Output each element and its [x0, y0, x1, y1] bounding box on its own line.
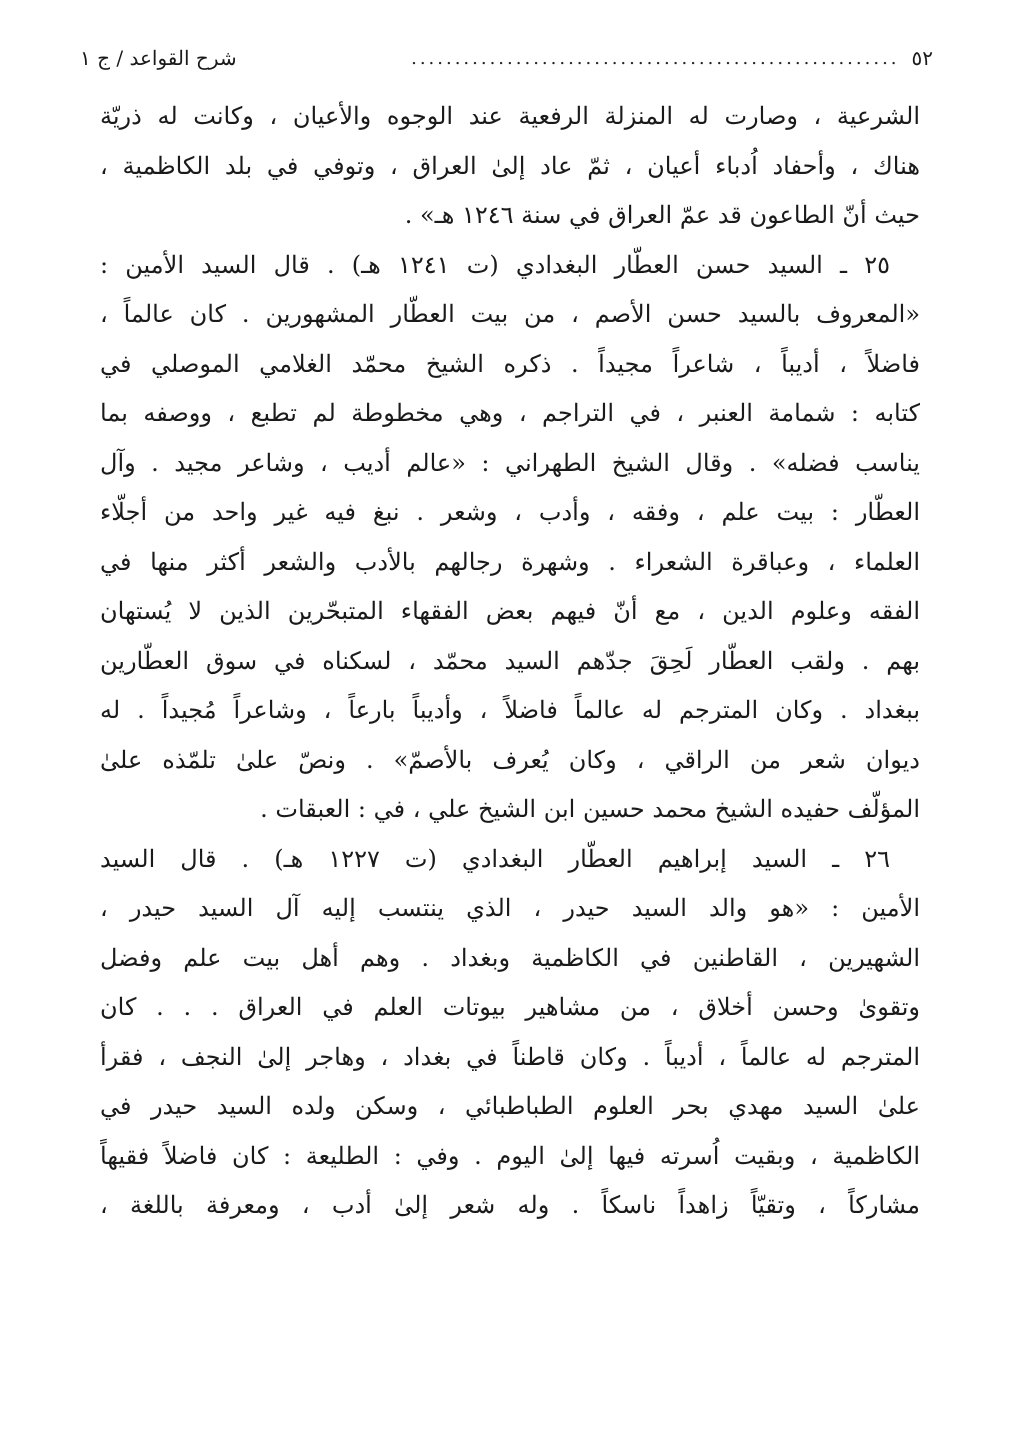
text-line: الشهيرين ، القاطنين في الكاظمية وبغداد . وهم أهل بيت علم وفضل [100, 943, 920, 972]
text-line: الأمين : «هو والد السيد حيدر ، الذي ينتسب إليه آل السيد حيدر ، [100, 894, 920, 922]
text-line: الكاظمية ، وبقيت اُسرته فيها إلىٰ اليوم . وفي : الطليعة : كان فاضلاً فقيهاً [100, 1141, 920, 1170]
running-title: شرح القواعد / ج ١ [80, 46, 237, 70]
text-line: مشاركاً ، وتقيّاً زاهداً ناسكاً . وله شعر إلىٰ أدب ، ومعرفة باللغة ، [100, 1191, 920, 1219]
text-line: يناسب فضله» . وقال الشيخ الطهراني : «عالم أديب ، وشاعر مجيد . وآل [100, 448, 920, 477]
text-line: ٢٥ ـ السيد حسن العطّار البغدادي (ت ١٢٤١ هـ) . قال السيد الأمين : [100, 250, 890, 279]
text-line: بهم . ولقب العطّار لَحِقَ جدّهم السيد محمّد ، لسكناه في سوق العطّارين [100, 646, 920, 675]
text-line: علىٰ السيد مهدي بحر العلوم الطباطبائي ، وسكن ولده السيد حيدر في [100, 1092, 920, 1120]
text-line: وتقوىٰ وحسن أخلاق ، من مشاهير بيوتات العلم في العراق . . . كان [100, 993, 920, 1021]
text-line: هناك ، وأحفاد اُدباء أعيان ، ثمّ عاد إلىٰ العراق ، وتوفي في بلد الكاظمية ، [100, 151, 920, 180]
text-line: ديوان شعر من الراقي ، وكان يُعرف بالأصمّ» . ونصّ علىٰ تلمّذه علىٰ [100, 745, 920, 774]
text-line: فاضلاً ، أديباً ، شاعراً مجيداً . ذكره الشيخ محمّد الغلامي الموصلي في [100, 349, 920, 378]
text-line: حيث أنّ الطاعون قد عمّ العراق في سنة ١٢٤٦ هـ» . [404, 201, 920, 229]
text-line: الفقه وعلوم الدين ، مع أنّ فيهم بعض الفقهاء المتبحّرين الذين لا يُستهان [100, 597, 920, 625]
running-header [80, 38, 933, 78]
text-line: المؤلّف حفيده الشيخ محمد حسين ابن الشيخ علي ، في : العبقات . [260, 795, 920, 823]
text-line: الشرعية ، وصارت له المنزلة الرفعية عند الوجوه والأعيان ، وكانت له ذريّة [100, 102, 920, 130]
text-line: كتابه : شمامة العنبر ، في التراجم ، وهي مخطوطة لم تطبع ، ووصفه بما [100, 399, 920, 427]
text-line: المترجم له عالماً ، أديباً . وكان قاطناً في بغداد ، وهاجر إلىٰ النجف ، فقرأ [100, 1042, 920, 1071]
body-text [100, 92, 920, 1231]
page-number: ٥٢ [911, 46, 933, 70]
text-line: «المعروف بالسيد حسن الأصم ، من بيت العطّار المشهورين . كان عالماً ، [100, 300, 920, 328]
header-dot-leader: ........................................................ [411, 47, 900, 69]
text-line: العطّار : بيت علم ، وفقه ، وأدب ، وشعر . نبغ فيه غير واحد من أجلّاء [100, 498, 920, 526]
text-line: ببغداد . وكان المترجم له عالماً فاضلاً ، وأديباً بارعاً ، وشاعراً مُجيداً . له [100, 696, 920, 724]
text-line: ٢٦ ـ السيد إبراهيم العطّار البغدادي (ت ١٢٢٧ هـ) . قال السيد [100, 844, 890, 873]
text-line: العلماء ، وعباقرة الشعراء . وشهرة رجالهم بالأدب والشعر أكثر منها في [100, 547, 920, 576]
